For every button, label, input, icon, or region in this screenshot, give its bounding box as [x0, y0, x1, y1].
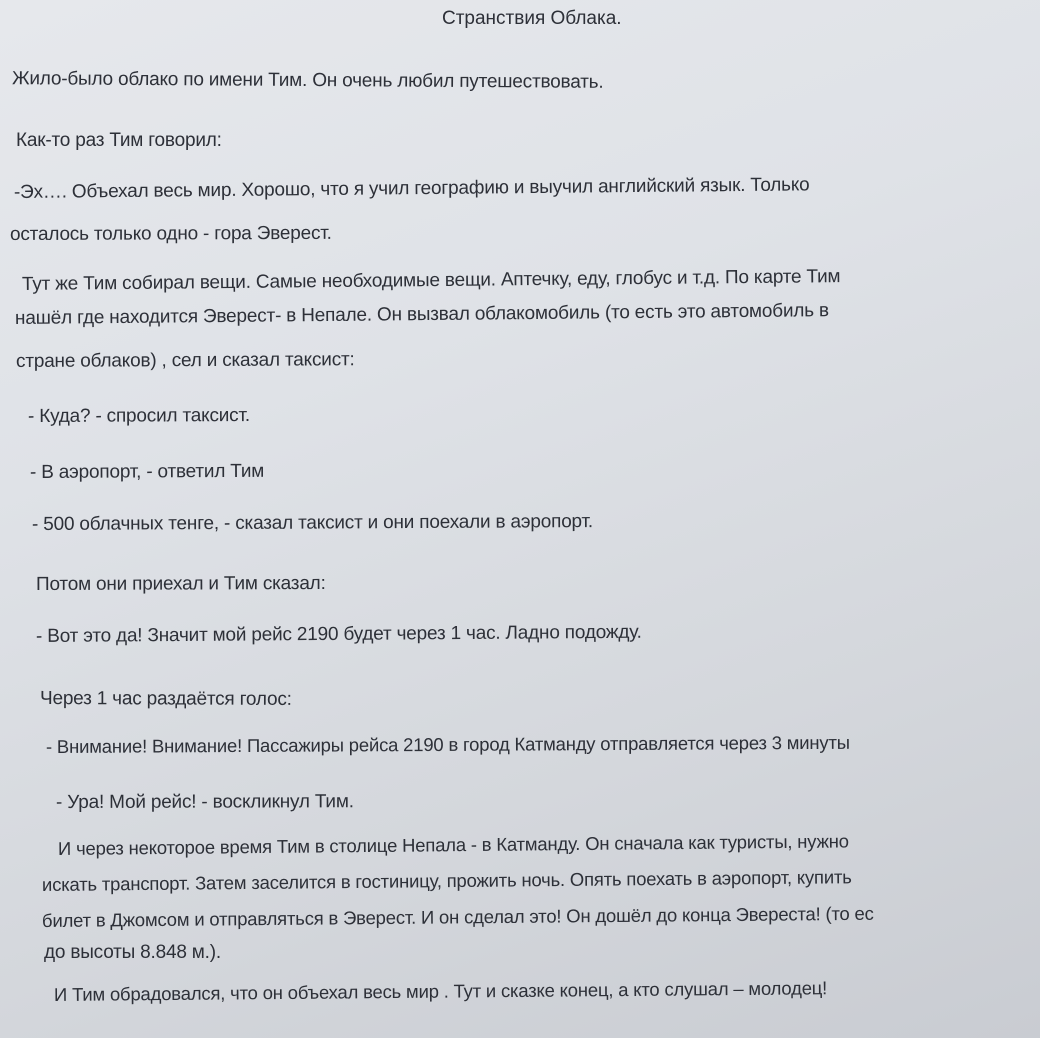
text-line: стране облаков) , сел и сказал таксист: [15, 349, 355, 372]
text-line: -Эх…. Объехал весь мир. Хорошо, что я учил географию и выучил английский язык. Только [13, 174, 810, 203]
text-line: - Куда? - спросил таксист. [27, 405, 250, 427]
text-line: Потом они приехал и Тим сказал: [35, 572, 326, 595]
text-line: Жило-было облако по имени Тим. Он очень любил путешествовать. [11, 68, 604, 93]
text-line: Тут же Тим собирал вещи. Самые необходимые вещи. Аптечку, еду, глобус и т.д. По карте Тим [21, 266, 841, 295]
text-line: билет в Джомсом и отправляться в Эверест. И он сделал это! Он дошёл до конца Эвереста! (то ес [41, 902, 874, 931]
text-line: до высоты 8.848 м.). [44, 942, 221, 963]
document-title: Странствия Облака. [442, 8, 622, 29]
text-line: нашёл где находится Эверест- в Непале. Он вызвал облакомобиль (то есть это автомобиль в [14, 300, 829, 329]
text-line: - Внимание! Внимание! Пассажиры рейса 2190 в город Катманду отправляется через 3 минуты [45, 731, 850, 757]
text-line: искать транспорт. Затем заселится в гостиницу, прожить ночь. Опять поехать в аэропорт, купить [41, 866, 852, 895]
text-line: Как-то раз Тим говорил: [16, 130, 222, 151]
text-line: осталось только одно - гора Эверест. [9, 222, 332, 245]
text-line: - 500 облачных тенге, - сказал таксист и они поехали в аэропорт. [31, 511, 594, 535]
text-line: - Ура! Мой рейс! - воскликнул Тим. [55, 791, 354, 813]
text-line: Через 1 час раздаётся голос: [39, 688, 292, 710]
text-line: - Вот это да! Значит мой рейс 2190 будет через 1 час. Ладно подожду. [35, 621, 642, 647]
text-line: И через некоторое время Тим в столице Непала - в Катманду. Он сначала как туристы, нужно [57, 830, 849, 859]
text-line: - В аэропорт, - ответил Тим [29, 460, 265, 483]
text-line: И Тим обрадовался, что он объехал весь мир . Тут и сказке конец, а кто слушал – молодец! [53, 977, 828, 1005]
